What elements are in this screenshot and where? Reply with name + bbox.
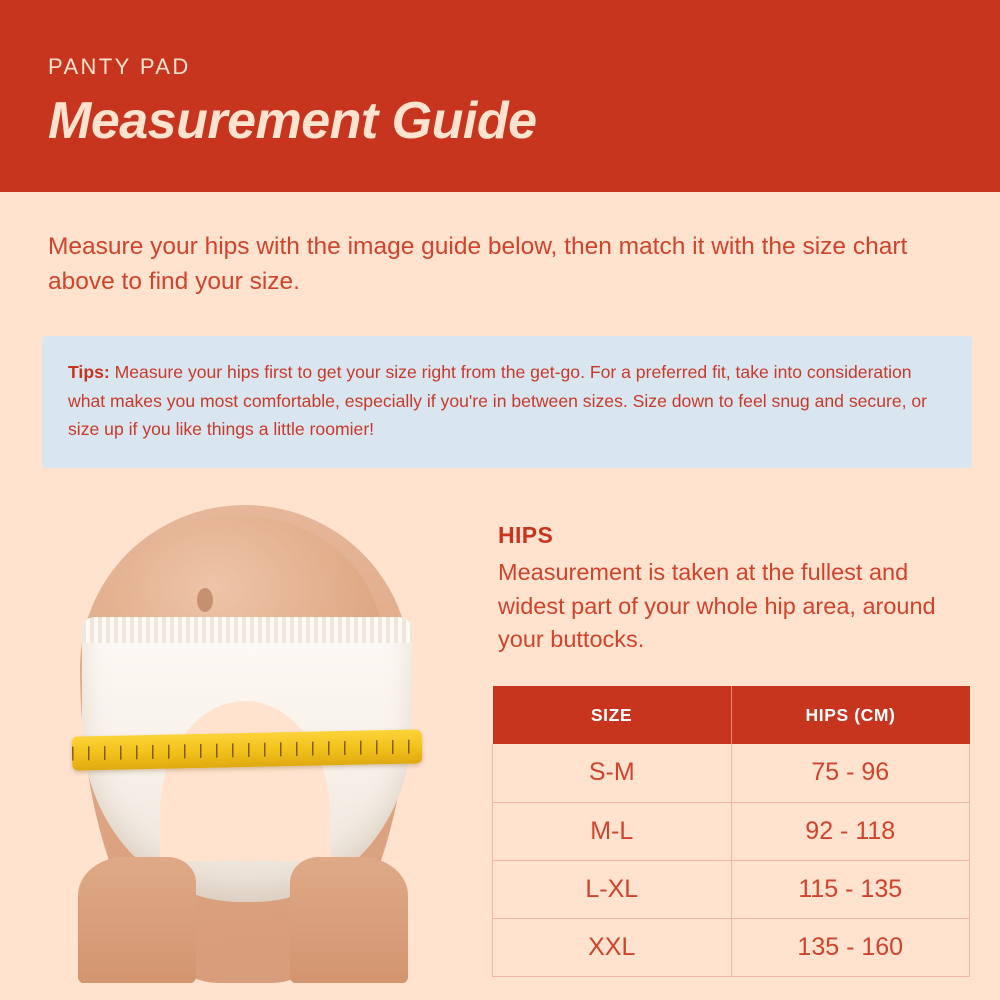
table-row <box>493 918 970 976</box>
table-row <box>493 860 970 918</box>
tips-text: Measure your hips first to get your size right from the get-go. For a preferred fit, take into consideration what makes you most comfortable, especially if you're in between sizes. Size down to feel snug and secure, or size up if you like things a little roomier! <box>68 362 928 439</box>
table-row <box>493 802 970 860</box>
navel-detail <box>197 588 213 612</box>
product-eyebrow: PANTY PAD <box>48 54 191 79</box>
column-header-hips: HIPS (CM) <box>731 686 970 744</box>
page-header <box>0 0 1000 192</box>
hips-heading: HIPS <box>498 522 554 548</box>
tips-callout <box>42 336 972 468</box>
tips-label: Tips: <box>68 362 110 382</box>
size-chart-table <box>492 686 970 977</box>
hips-measurement-illustration <box>32 505 462 983</box>
cell-size: M-L <box>493 802 732 860</box>
hips-description: Measurement is taken at the fullest and widest part of your whole hip area, around your buttocks. <box>498 559 936 653</box>
table-row <box>493 744 970 802</box>
cell-size: XXL <box>493 918 732 976</box>
left-thigh <box>78 857 196 983</box>
cell-hips: 92 - 118 <box>731 802 970 860</box>
cell-size: S-M <box>493 744 732 802</box>
page-title: Measurement Guide <box>48 92 537 150</box>
cell-hips: 115 - 135 <box>731 860 970 918</box>
intro-paragraph: Measure your hips with the image guide below, then match it with the size chart above to find your size. <box>48 233 908 295</box>
table-header-row <box>493 686 970 744</box>
cell-hips: 135 - 160 <box>731 918 970 976</box>
right-thigh <box>290 857 408 983</box>
cell-hips: 75 - 96 <box>731 744 970 802</box>
column-header-size: SIZE <box>493 686 732 744</box>
cell-size: L-XL <box>493 860 732 918</box>
